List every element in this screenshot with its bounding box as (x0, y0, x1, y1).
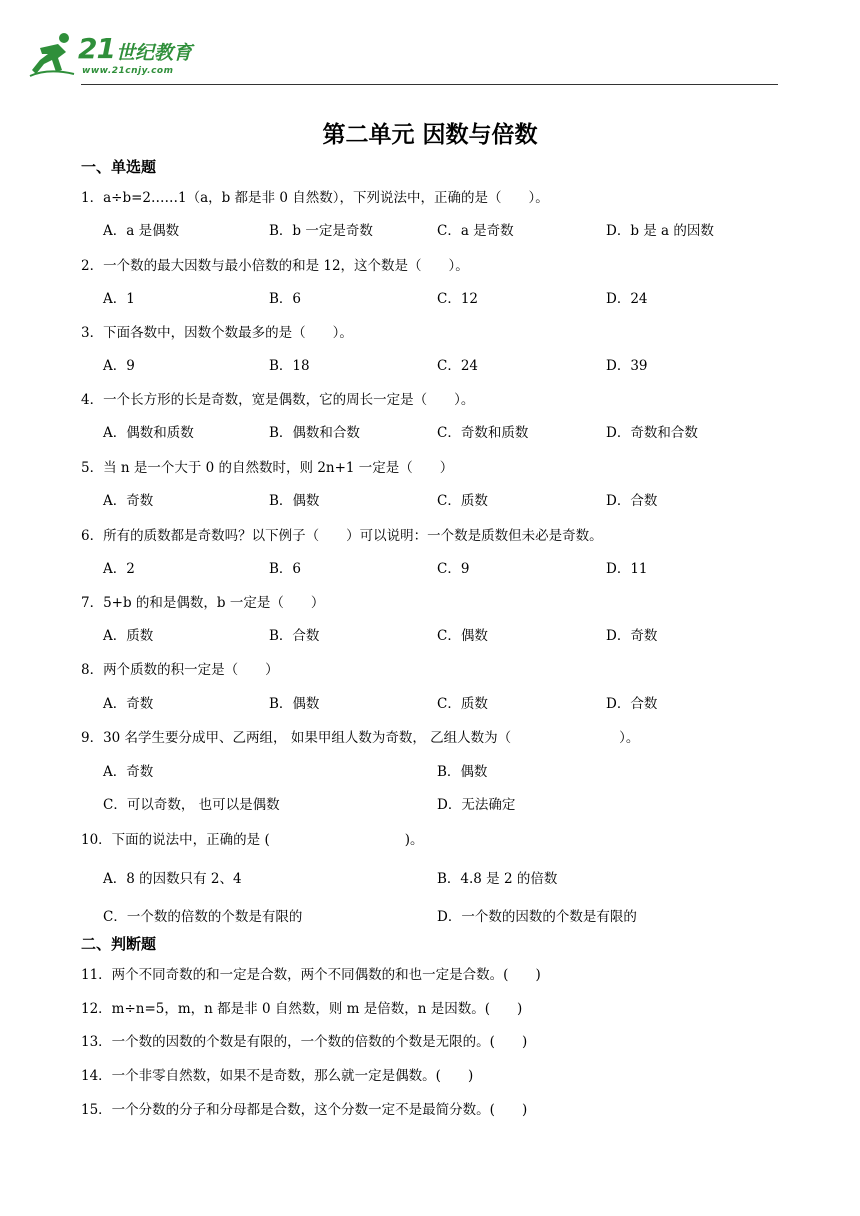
option-d: D．39 (606, 358, 648, 374)
question-stem: 6．所有的质数都是奇数吗？以下例子（ ）可以说明：一个数是质数但未必是奇数。 (81, 528, 603, 544)
option-c: C．a 是奇数 (437, 223, 514, 239)
option-c: C．12 (437, 291, 479, 307)
question-stem: 3．下面各数中，因数个数最多的是（ ）。 (81, 325, 353, 341)
judgement-item: 13．一个数的因数的个数是有限的，一个数的倍数的个数是无限的。( ) (81, 1034, 528, 1050)
question-stem: 7．5+b 的和是偶数，b 一定是（ ） (81, 595, 325, 611)
option-a: A．奇数 (103, 493, 154, 509)
option-c: C．质数 (437, 696, 488, 712)
option-a: A．质数 (103, 628, 154, 644)
logo-number: 21 (78, 32, 115, 65)
option-c: C．奇数和质数 (437, 425, 529, 441)
logo-text: 世纪教育 (116, 42, 193, 64)
option-d: D．奇数 (606, 628, 658, 644)
option-c: C．质数 (437, 493, 488, 509)
option-d: D．一个数的因数的个数是有限的 (437, 909, 637, 925)
section-heading-single-choice: 一、单选题 (81, 158, 157, 176)
option-a: A．1 (103, 291, 135, 307)
option-b: B．偶数 (269, 696, 320, 712)
option-b: B．18 (269, 358, 310, 374)
question-stem: 9．30 名学生要分成甲、乙两组， 如果甲组人数为奇数， 乙组人数为（ ）。 (81, 730, 640, 746)
option-d: D．24 (606, 291, 648, 307)
option-a: A．2 (103, 561, 135, 577)
question-stem: 1．a÷b=2……1（a，b 都是非 0 自然数），下列说法中，正确的是（ ）。 (81, 190, 549, 206)
option-d: D．11 (606, 561, 648, 577)
option-c: C．偶数 (437, 628, 488, 644)
option-b: B．6 (269, 561, 302, 577)
section-heading-judge: 二、判断题 (81, 935, 157, 953)
question-stem: 5．当 n 是一个大于 0 的自然数时，则 2n+1 一定是（ ） (81, 460, 454, 476)
option-a: A．奇数 (103, 696, 154, 712)
option-b: B．偶数和合数 (269, 425, 360, 441)
option-a: A．偶数和质数 (103, 425, 194, 441)
option-b: B．偶数 (437, 764, 488, 780)
judgement-item: 15．一个分数的分子和分母都是合数，这个分数一定不是最简分数。( ) (81, 1102, 528, 1118)
option-d: D．合数 (606, 493, 658, 509)
option-a: A．奇数 (103, 764, 154, 780)
option-b: B．4.8 是 2 的倍数 (437, 871, 558, 887)
brand-logo (28, 28, 228, 84)
option-b: B．b 一定是奇数 (269, 223, 373, 239)
option-b: B．偶数 (269, 493, 320, 509)
judgement-item: 11．两个不同奇数的和一定是合数，两个不同偶数的和也一定是合数。( ) (81, 967, 541, 983)
option-a: A．8 的因数只有 2、4 (103, 871, 242, 887)
page-title: 第二单元 因数与倍数 (322, 122, 538, 148)
option-c: C．9 (437, 561, 470, 577)
option-c: C．一个数的倍数的个数是有限的 (103, 909, 303, 925)
judgement-item: 12．m÷n=5，m，n 都是非 0 自然数，则 m 是倍数，n 是因数。( ) (81, 1001, 523, 1017)
option-a: A．a 是偶数 (103, 223, 180, 239)
option-d: D．奇数和合数 (606, 425, 698, 441)
option-c: C．可以奇数， 也可以是偶数 (103, 797, 280, 813)
option-d: D．b 是 a 的因数 (606, 223, 714, 239)
question-stem: 4．一个长方形的长是奇数，宽是偶数，它的周长一定是（ ）。 (81, 392, 475, 408)
runner-icon (28, 30, 78, 80)
judgement-item: 14．一个非零自然数，如果不是奇数，那么就一定是偶数。( ) (81, 1068, 474, 1084)
option-b: B．合数 (269, 628, 320, 644)
option-c: C．24 (437, 358, 479, 374)
option-d: D．合数 (606, 696, 658, 712)
question-stem: 2．一个数的最大因数与最小倍数的和是 12，这个数是（ ）。 (81, 258, 469, 274)
header-rule (81, 84, 778, 85)
question-stem: 10．下面的说法中，正确的是 ( )。 (81, 832, 424, 848)
logo-url: www.21cnjy.com (82, 66, 174, 76)
option-b: B．6 (269, 291, 302, 307)
option-a: A．9 (103, 358, 135, 374)
option-d: D．无法确定 (437, 797, 516, 813)
question-stem: 8．两个质数的积一定是（ ） (81, 662, 279, 678)
